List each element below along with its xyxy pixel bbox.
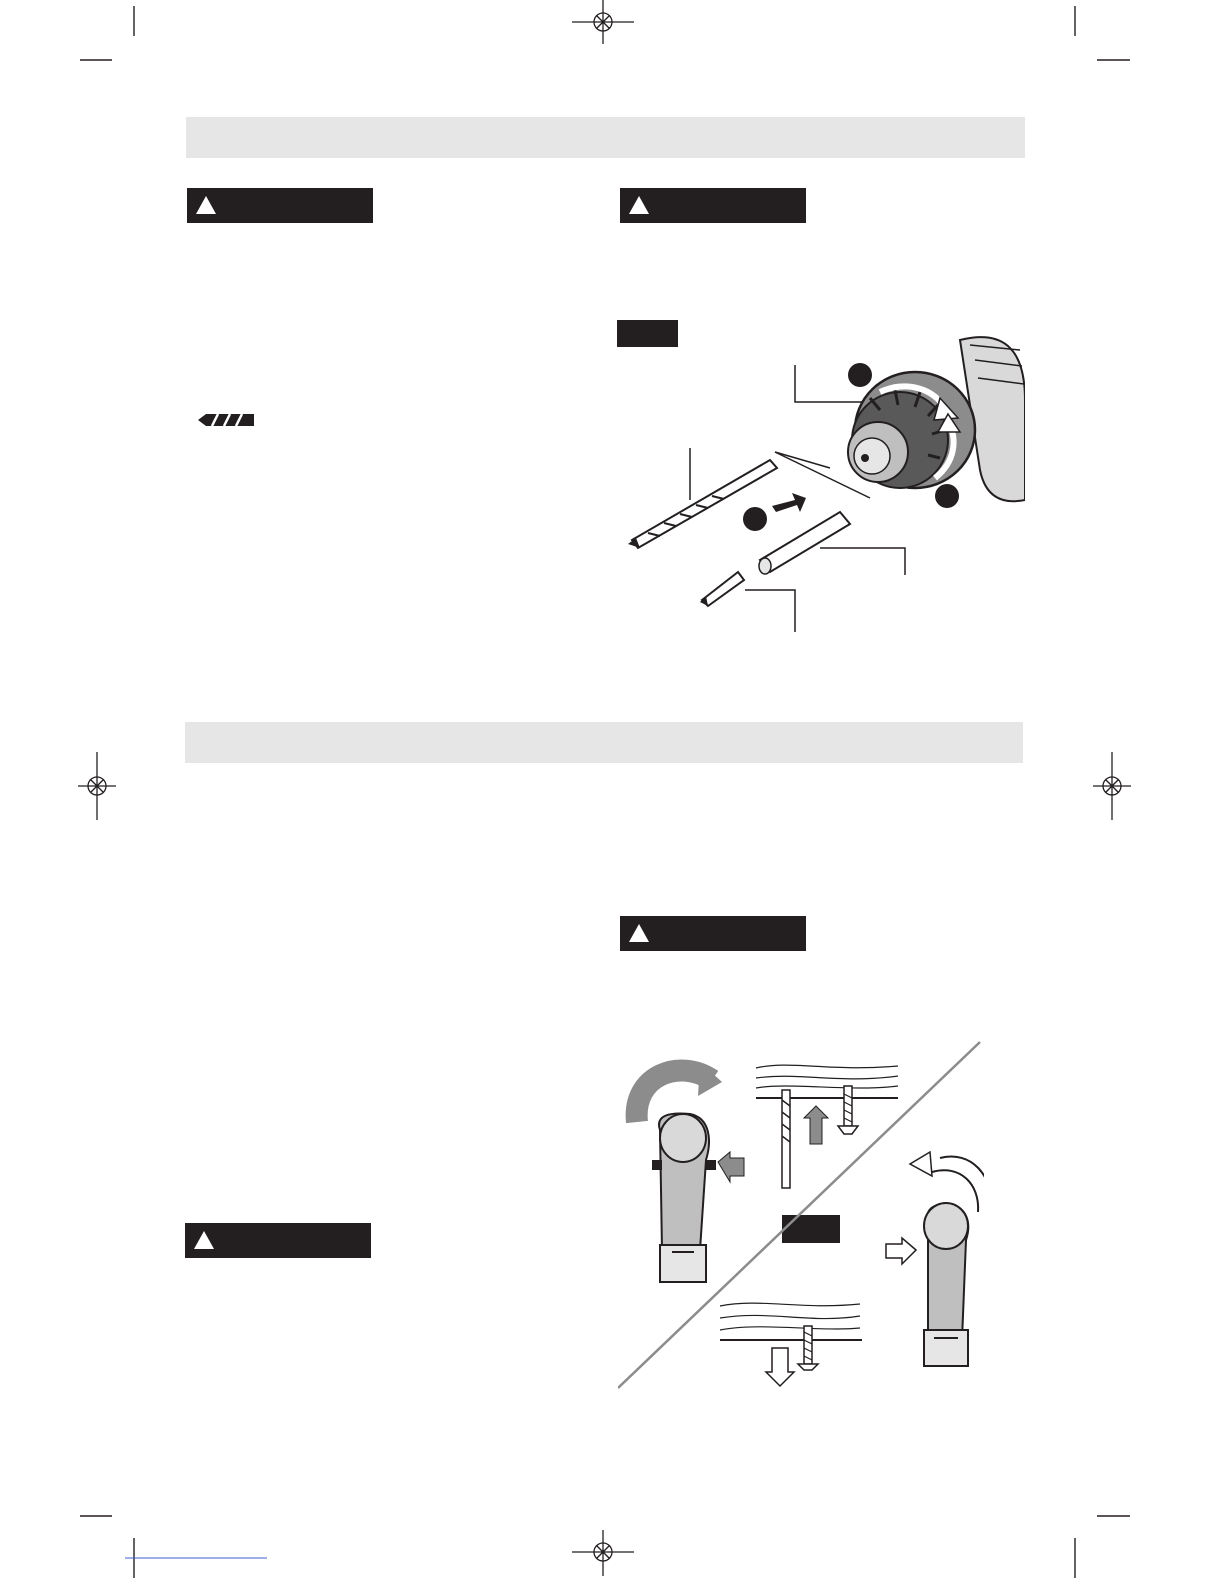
section-header-band-top: [186, 117, 1025, 158]
warning-triangle-icon: [195, 195, 217, 215]
warning-triangle-icon: [628, 923, 650, 943]
warning-label: [620, 916, 806, 951]
registration-mark-icon: [572, 1530, 634, 1576]
warning-triangle-icon: [628, 195, 650, 215]
bit-holder-icon: [198, 412, 254, 428]
warning-triangle-icon: [193, 1230, 215, 1250]
warning-label: [185, 1223, 371, 1258]
forward-reverse-figure: [618, 1040, 984, 1390]
registration-mark-icon: [1093, 752, 1131, 820]
warning-label: [620, 188, 806, 223]
registration-mark-icon: [572, 0, 634, 46]
warning-label: [187, 188, 373, 223]
section-header-band-middle: [185, 722, 1023, 763]
registration-mark-icon: [78, 752, 116, 820]
chuck-bit-insertion-figure: [620, 325, 1025, 637]
